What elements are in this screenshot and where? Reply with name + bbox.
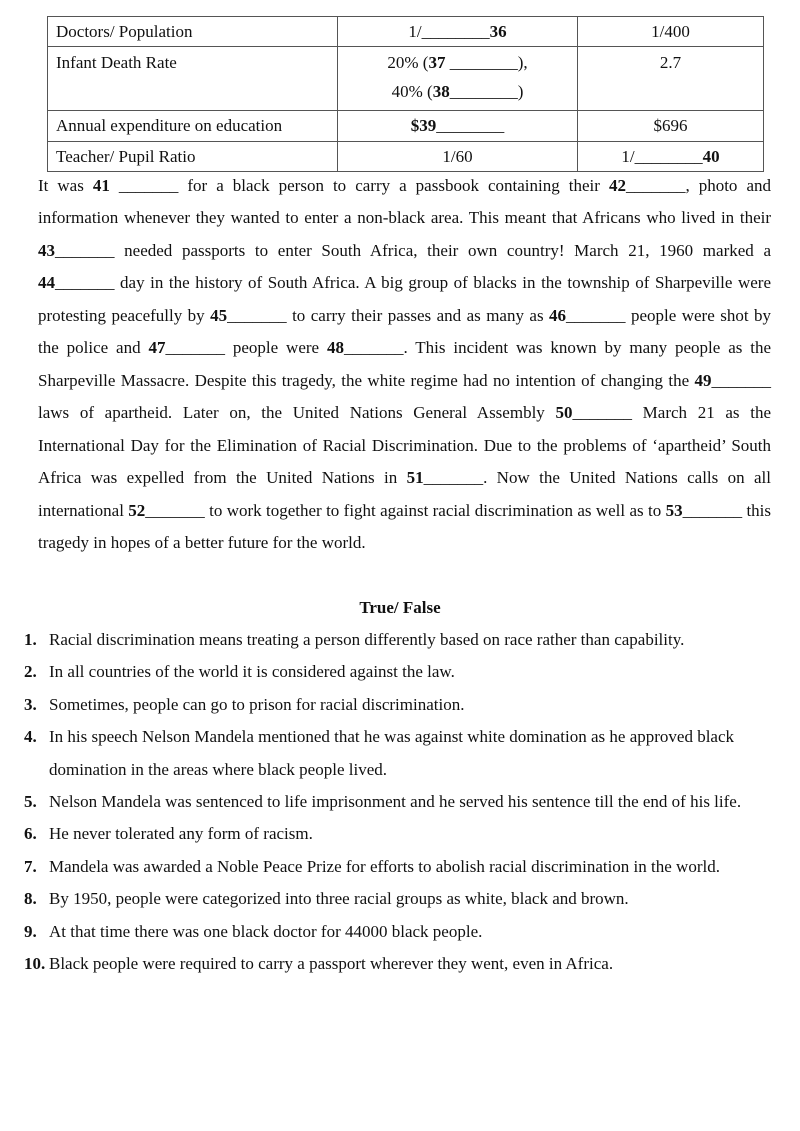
list-item [24, 786, 774, 818]
blank-number: 49 [694, 370, 712, 390]
blank-number: 53 [665, 500, 683, 520]
text-run: $696 [653, 116, 688, 135]
blank-number: $39 [410, 116, 437, 135]
text-run: 2.7 [659, 53, 682, 72]
item-text: By 1950, people were categorized into three racial groups as white, black and brown. [49, 889, 629, 909]
text-run: _______ this tragedy in hopes of a better future for the world. [38, 500, 772, 552]
text-run: ________ [634, 147, 703, 166]
text-run: _______ March 21 as the International Day for the Elimination of Racial Discrimination. Due to the problems of ‘apartheid’ South Africa was expelled from the United Nations in [38, 403, 771, 488]
item-number: 2. [24, 662, 37, 682]
blank-number: 36 [489, 22, 507, 41]
fill-in-cell [578, 142, 764, 172]
fill-in-line [346, 77, 569, 106]
item-number: 9. [24, 921, 37, 941]
item-text: Nelson Mandela was sentenced to life imprisonment and he served his sentence till the end of his life. [49, 792, 742, 812]
comparison-cell [338, 142, 578, 172]
text-run: 20% ( [387, 53, 429, 72]
item-number: 10. [24, 954, 46, 974]
text-run: ________ [421, 22, 490, 41]
row-label: Doctors/ Population [48, 17, 338, 47]
text-run: _______ to work together to fight against racial discrimination as well as to [145, 500, 666, 520]
blank-number: 48 [326, 338, 344, 358]
item-text: In all countries of the world it is considered against the law. [49, 662, 455, 682]
blank-number: 43 [38, 240, 55, 260]
text-run: 40% ( [391, 82, 433, 101]
list-item [24, 624, 774, 656]
text-run: 1/400 [651, 22, 690, 41]
blank-number: 52 [128, 500, 146, 520]
item-number: 5. [24, 792, 37, 812]
text-run: _______ laws of apartheid. Later on, the United Nations General Assembly [38, 370, 771, 423]
statistics-table [47, 16, 764, 172]
row-label: Teacher/ Pupil Ratio [48, 142, 338, 172]
item-number: 3. [24, 694, 37, 714]
text-run: _______ needed passports to enter South Africa, their own country! March 21, 1960 marked a [55, 240, 771, 260]
text-run: 1/60 [442, 147, 473, 166]
row-label: Infant Death Rate [48, 47, 338, 111]
text-run: ________ [436, 116, 505, 135]
fill-in-cell [338, 17, 578, 47]
item-text: Sometimes, people can go to prison for racial discrimination. [49, 694, 465, 714]
text-run: _______ day in the history of South Africa. A big group of blacks in the township of Sharpeville were protesting peacefully by [38, 273, 771, 325]
cloze-passage [38, 170, 771, 559]
table-row [48, 111, 764, 142]
item-text: At that time there was one black doctor for 44000 black people. [49, 921, 483, 941]
item-text: Racial discrimination means treating a person differently based on race rather than capability. [49, 630, 685, 649]
text-run: _______ for a black person to carry a passbook containing their [109, 176, 609, 195]
list-item [24, 721, 774, 786]
blank-number: 41 [92, 176, 110, 195]
blank-number: 51 [406, 468, 424, 488]
true-false-list [24, 624, 774, 980]
blank-number: 44 [38, 273, 55, 293]
blank-number: 45 [210, 305, 228, 325]
list-item [24, 656, 774, 688]
fill-in-cell [338, 111, 578, 142]
text-run: _______, photo and information whenever they wanted to enter a non-black area. This meant that Africans who lived in their [38, 176, 771, 228]
blank-number: 37 [428, 53, 446, 72]
item-text: In his speech Nelson Mandela mentioned that he was against white domination as he approved black domination in the areas where black people lived. [49, 727, 735, 779]
text-run: _______ people were [165, 338, 327, 358]
text-run: _______ people were shot by the police and [38, 305, 771, 358]
comparison-cell [578, 17, 764, 47]
blank-number: 46 [549, 305, 567, 325]
list-item [24, 916, 774, 948]
comparison-cell [578, 47, 764, 111]
comparison-cell [578, 111, 764, 142]
list-item [24, 883, 774, 915]
item-text: Mandela was awarded a Noble Peace Prize for efforts to abolish racial discrimination in the world. [49, 856, 720, 876]
item-text: Black people were required to carry a passport wherever they went, even in Africa. [49, 954, 614, 974]
text-run: 1/ [621, 147, 635, 166]
list-item [24, 689, 774, 721]
item-text: He never tolerated any form of racism. [49, 824, 313, 844]
text-run: _______ to carry their passes and as many as [227, 305, 550, 325]
text-run: ________), [445, 53, 528, 72]
text-run: _______. This incident was known by many people as the Sharpeville Massacre. Despite this tragedy, the white regime had no intention of changing the [38, 338, 772, 390]
item-number: 1. [24, 630, 37, 649]
table-row [48, 142, 764, 172]
blank-number: 40 [702, 147, 720, 166]
fill-in-line [346, 48, 569, 77]
fill-in-cell [338, 47, 578, 111]
section-heading: True/ False [359, 598, 441, 617]
list-item [24, 851, 774, 883]
blank-number: 47 [148, 338, 166, 358]
blank-number: 50 [555, 403, 573, 423]
item-number: 7. [24, 856, 37, 876]
table-row [48, 47, 764, 111]
item-number: 8. [24, 889, 37, 909]
blank-number: 42 [608, 176, 626, 195]
text-run: 1/ [408, 22, 422, 41]
list-item [24, 818, 774, 850]
blank-number: 38 [432, 82, 450, 101]
item-number: 4. [24, 727, 37, 747]
table-row [48, 17, 764, 47]
text-run: It was [38, 176, 93, 195]
row-label: Annual expenditure on education [48, 111, 338, 142]
item-number: 6. [24, 824, 37, 844]
text-run: _______. Now the United Nations calls on all international [38, 468, 771, 520]
text-run: ________) [449, 82, 524, 101]
list-item [24, 948, 774, 980]
